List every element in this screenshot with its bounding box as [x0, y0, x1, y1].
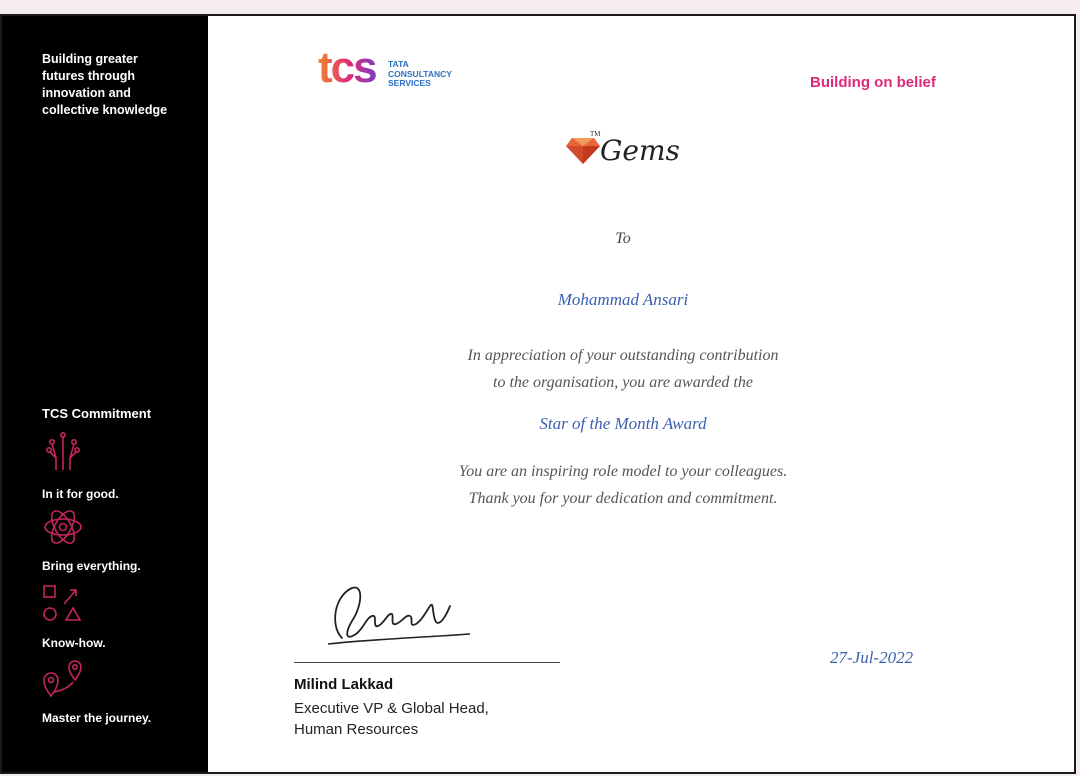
atom-eye-icon	[42, 506, 84, 548]
tcs-logo-word: tcs	[318, 43, 376, 92]
signature-image	[322, 576, 472, 651]
sidebar-panel	[2, 16, 208, 772]
signatory-title: Executive VP & Global Head, Human Resources	[294, 700, 489, 738]
shapes-arrow-icon	[42, 582, 84, 624]
certificate-frame	[0, 14, 1076, 774]
gem-icon	[566, 136, 600, 164]
circuit-hand-icon	[42, 430, 84, 472]
appreciation-text: In appreciation of your outstanding contribution to the organisation, you are awarded the	[467, 347, 779, 391]
certificate-body	[208, 16, 1074, 772]
gems-trademark: TM	[590, 130, 601, 138]
to-label: To	[615, 230, 631, 247]
commitment-label-2: Bring everything.	[42, 559, 141, 573]
location-pins-icon	[42, 656, 84, 698]
commitment-label-1: In it for good.	[42, 487, 119, 501]
signatory-name: Milind Lakkad	[294, 676, 394, 693]
award-date: 27-Jul-2022	[830, 648, 914, 667]
signature-rule	[294, 662, 560, 663]
gems-logo-text: Gems	[600, 134, 680, 167]
recipient-name: Mohammad Ansari	[557, 290, 689, 309]
closing-text: You are an inspiring role model to your colleagues. Thank you for your dedication and commitment.	[458, 463, 788, 507]
tcs-logo-subtitle: TATA CONSULTANCY SERVICES	[388, 59, 452, 88]
gems-logo	[566, 128, 706, 172]
sidebar-tagline: Building greater futures through innovation and collective knowledge	[42, 52, 168, 117]
award-name: Star of the Month Award	[539, 414, 707, 433]
brand-tagline: Building on belief	[810, 74, 936, 91]
commitment-label-4: Master the journey.	[42, 711, 152, 725]
commitment-title: TCS Commitment	[42, 406, 152, 421]
commitment-label-3: Know-how.	[42, 636, 106, 650]
